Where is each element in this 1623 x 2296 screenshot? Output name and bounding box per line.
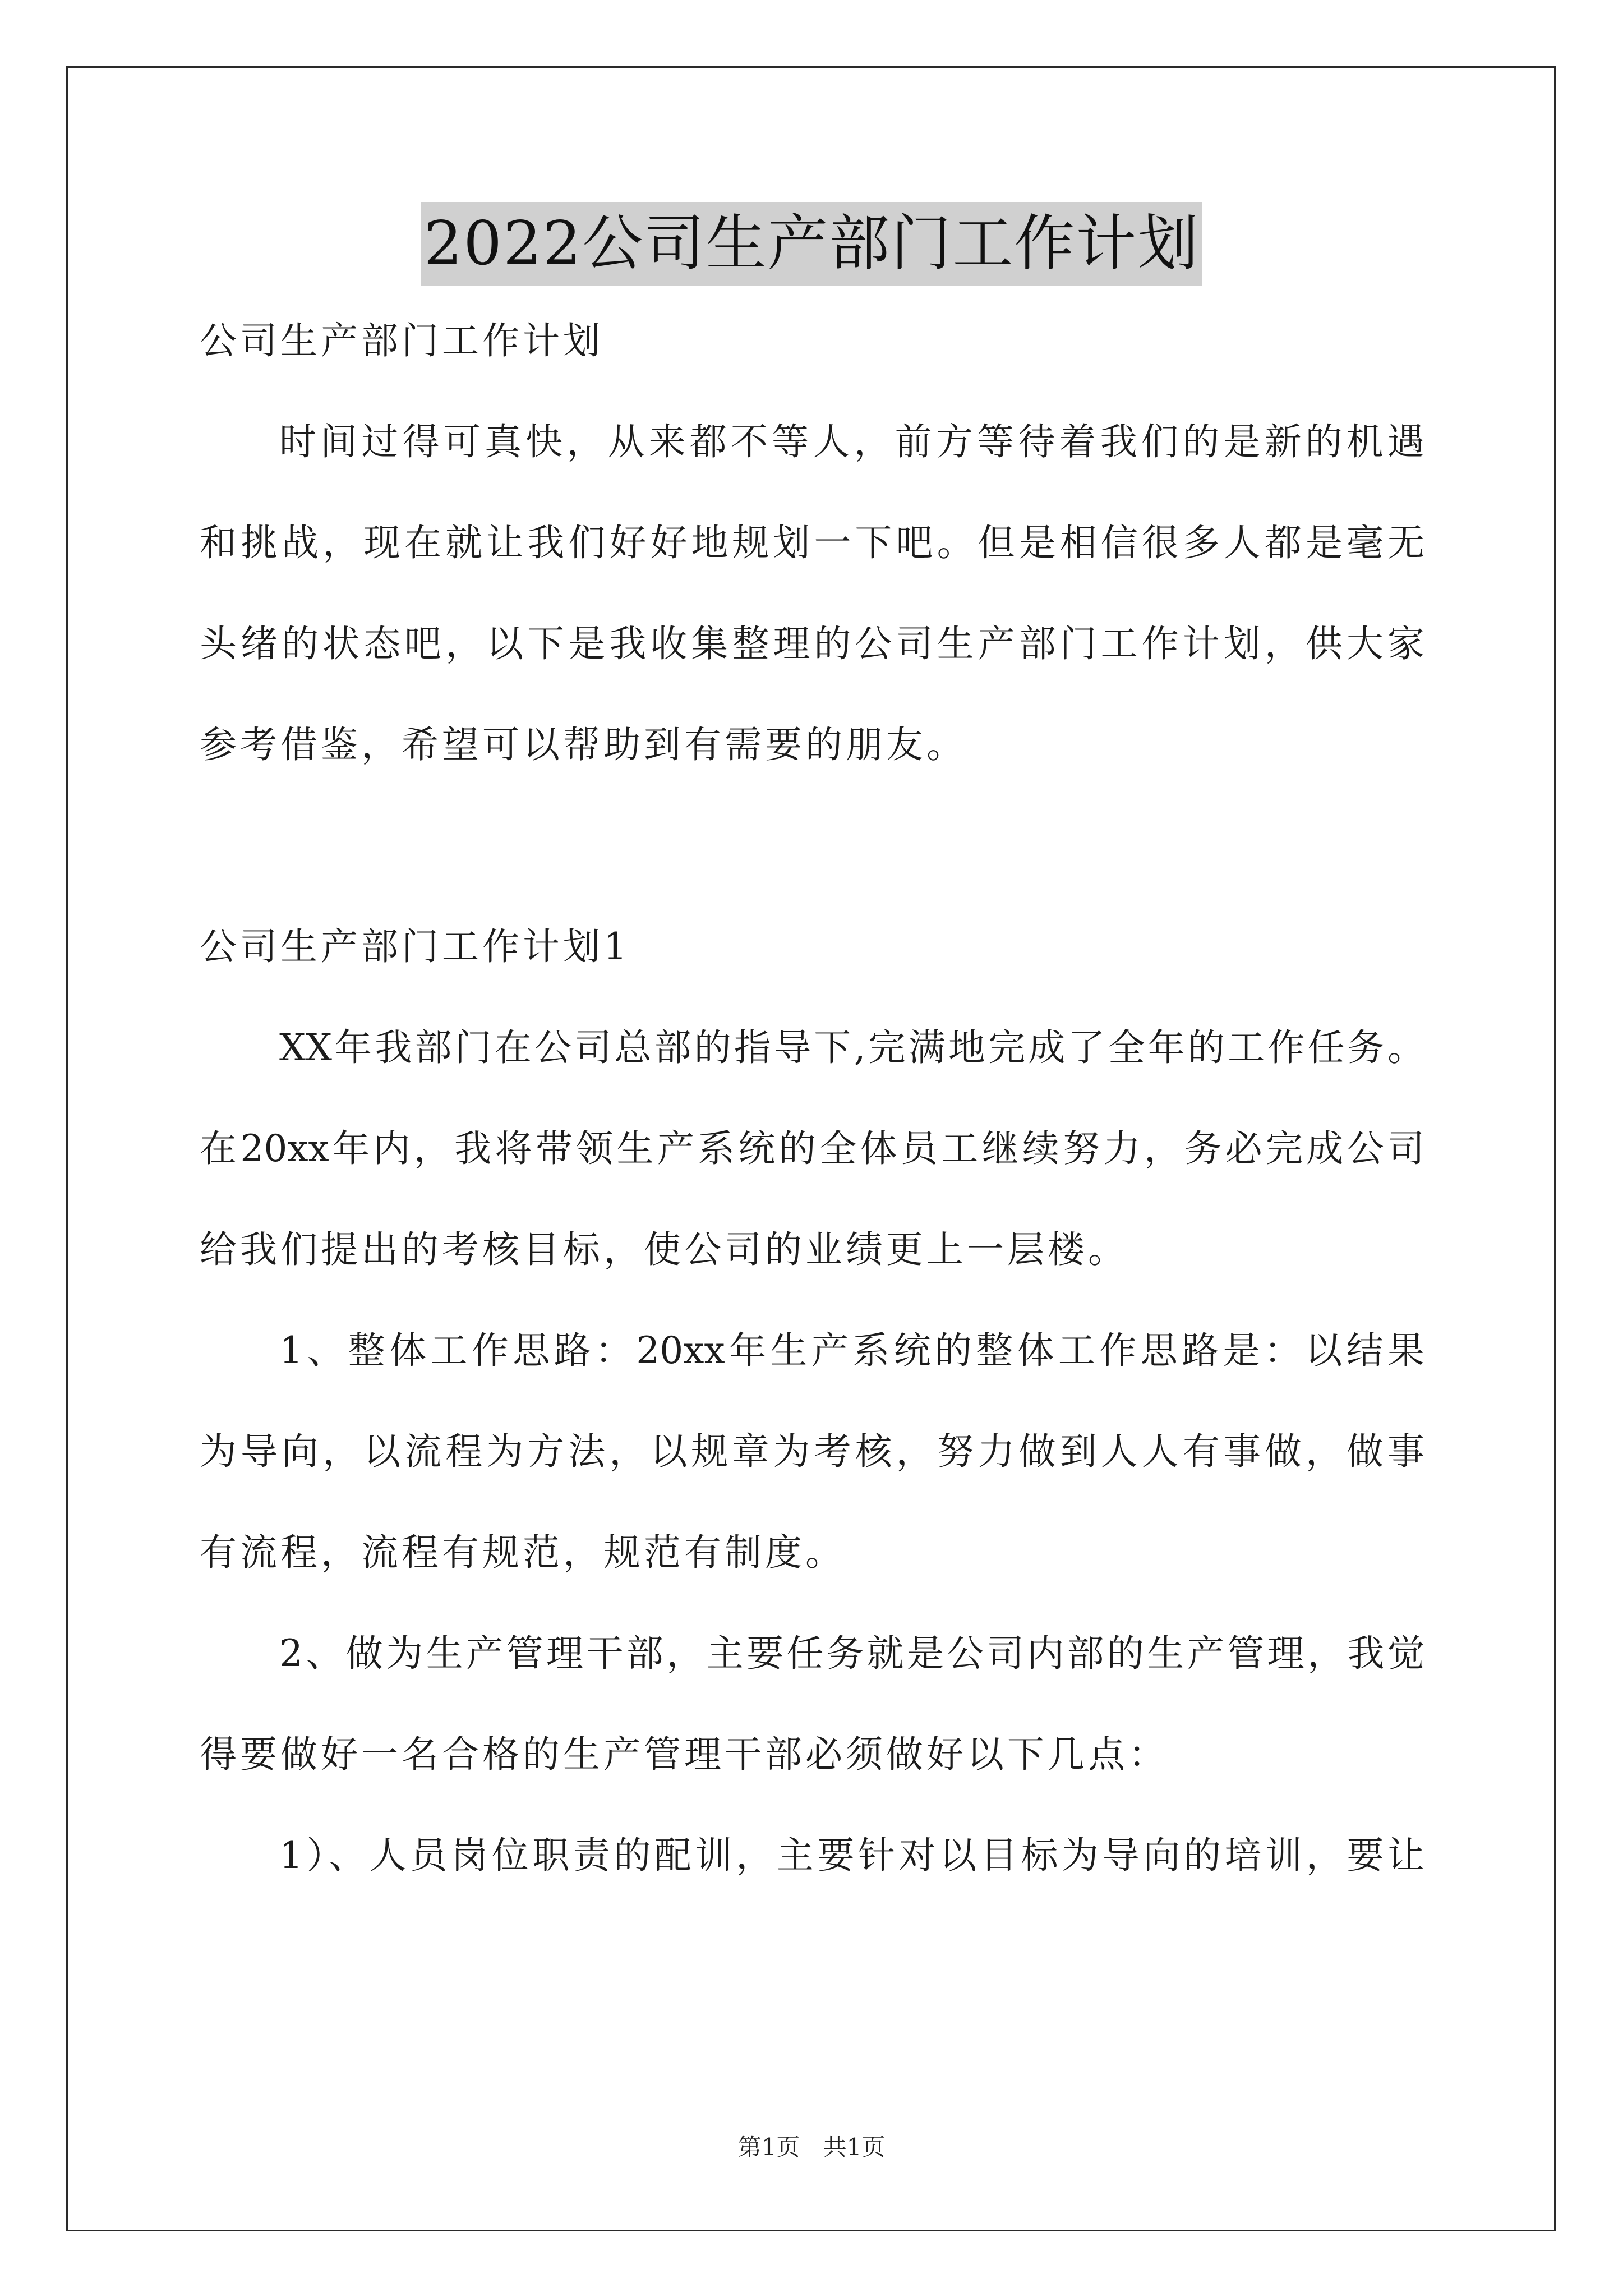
body-line-4: 1、整体工作思路：20xx年生产系统的整体工作思路是：以结果 [279,1329,1424,1372]
body-line-1: XX年我部门在公司总部的指导下,完满地完成了全年的工作任务。 [279,1026,1424,1069]
intro-line-1: 时间过得可真快，从来都不等人，前方等待着我们的是新的机遇 [279,420,1424,463]
body-line-3: 给我们提出的考核目标，使公司的业绩更上一层楼。 [200,1228,1128,1271]
body-line-6: 有流程，流程有规范，规范有制度。 [200,1531,846,1574]
document-subtitle: 公司生产部门工作计划 [200,319,603,362]
intro-line-2: 和挑战，现在就让我们好好地规划一下吧。但是相信很多人都是毫无 [200,521,1424,564]
page-footer [0,2132,1623,2163]
title-block [0,202,1623,286]
body-line-2: 在20xx年内，我将带领生产系统的全体员工继续努力，务必完成公司 [200,1127,1424,1170]
body-line-8: 得要做好一名合格的生产管理干部必须做好以下几点： [200,1733,1169,1776]
body-line-5: 为导向，以流程为方法，以规章为考核，努力做到人人有事做，做事 [200,1430,1424,1473]
document-title: 2022公司生产部门工作计划 [421,202,1203,286]
section-heading: 公司生产部门工作计划1 [200,925,630,968]
page-number-current: 第1页 [737,2133,800,2161]
body-line-9: 1）、人员岗位职责的配训，主要针对以目标为导向的培训，要让 [279,1834,1424,1877]
intro-line-4: 参考借鉴，希望可以帮助到有需要的朋友。 [200,723,967,766]
page-number-total: 共1页 [823,2133,886,2161]
body-line-7: 2、做为生产管理干部，主要任务就是公司内部的生产管理，我觉 [279,1632,1424,1675]
intro-line-3: 头绪的状态吧，以下是我收集整理的公司生产部门工作计划，供大家 [200,622,1424,665]
